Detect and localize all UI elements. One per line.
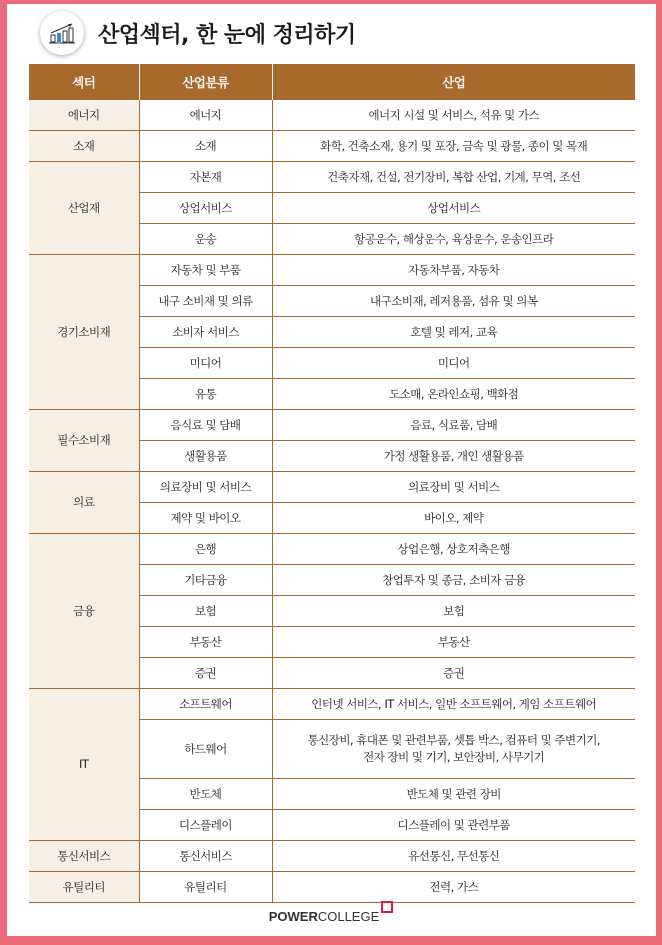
- industry-cell: 에너지 시설 및 서비스, 석유 및 가스: [272, 100, 635, 131]
- classification-cell: 증권: [139, 658, 272, 689]
- classification-cell: 에너지: [139, 100, 272, 131]
- table-row: [29, 689, 635, 720]
- industry-line-1: 통신장비, 휴대폰 및 관련부품, 셋톱 박스, 컴퓨터 및 주변기기,: [307, 733, 600, 747]
- industry-cell: 증권: [272, 658, 635, 689]
- classification-cell: 유틸리티: [139, 872, 272, 903]
- industry-cell: 전력, 가스: [272, 872, 635, 903]
- classification-cell: 미디어: [139, 348, 272, 379]
- classification-cell: 자동차 및 부품: [139, 255, 272, 286]
- classification-cell: 부동산: [139, 627, 272, 658]
- sector-cell: 에너지: [29, 100, 139, 131]
- classification-cell: 보험: [139, 596, 272, 627]
- sector-cell: IT: [29, 689, 139, 841]
- industry-cell: [272, 720, 635, 779]
- industry-cell: 인터넷 서비스, IT 서비스, 일반 소프트웨어, 게임 소프트웨어: [272, 689, 635, 720]
- industry-cell: 음료, 식료품, 담배: [272, 410, 635, 441]
- industry-cell: 도소매, 온라인쇼핑, 백화점: [272, 379, 635, 410]
- growth-chart-icon: [40, 11, 84, 55]
- classification-cell: 반도체: [139, 779, 272, 810]
- column-header-industry: 산업: [272, 64, 635, 100]
- industry-cell: 화학, 건축소재, 용기 및 포장, 금속 및 광물, 종이 및 목재: [272, 131, 635, 162]
- classification-cell: 제약 및 바이오: [139, 503, 272, 534]
- sector-table: [29, 64, 635, 903]
- column-header-sector: 섹터: [29, 64, 139, 100]
- classification-cell: 소비자 서비스: [139, 317, 272, 348]
- table-row: [29, 100, 635, 131]
- industry-cell: 항공운수, 해상운수, 육상운수, 운송인프라: [272, 224, 635, 255]
- industry-cell: 부동산: [272, 627, 635, 658]
- sector-cell: 소재: [29, 131, 139, 162]
- industry-cell: 상업은행, 상호저축은행: [272, 534, 635, 565]
- industry-cell: 호텔 및 레저, 교육: [272, 317, 635, 348]
- industry-cell: 의료장비 및 서비스: [272, 472, 635, 503]
- classification-cell: 유통: [139, 379, 272, 410]
- table-row: [29, 872, 635, 903]
- classification-cell: 하드웨어: [139, 720, 272, 779]
- brand-power: POWER: [268, 909, 318, 924]
- classification-cell: 생활용품: [139, 441, 272, 472]
- industry-line-2: 전자 장비 및 기기, 보안장비, 사무기기: [363, 750, 545, 764]
- sector-cell: 유틸리티: [29, 872, 139, 903]
- industry-cell: 유선통신, 무선통신: [272, 841, 635, 872]
- table-row: [29, 131, 635, 162]
- sector-cell: 경기소비재: [29, 255, 139, 410]
- brand-college: COLLEGE: [317, 909, 380, 924]
- table-row: [29, 472, 635, 503]
- page-title: 산업섹터, 한 눈에 정리하기: [98, 22, 356, 48]
- classification-cell: 통신서비스: [139, 841, 272, 872]
- sector-cell: 통신서비스: [29, 841, 139, 872]
- classification-cell: 은행: [139, 534, 272, 565]
- industry-cell: 내구소비재, 레저용품, 섬유 및 의복: [272, 286, 635, 317]
- classification-cell: 디스플레이: [139, 810, 272, 841]
- table-row: [29, 841, 635, 872]
- industry-cell: 상업서비스: [272, 193, 635, 224]
- brand-flag-icon: [381, 901, 393, 913]
- classification-cell: 음식료 및 담배: [139, 410, 272, 441]
- industry-cell: 건축자재, 건설, 전기장비, 복합 산업, 기계, 무역, 조선: [272, 162, 635, 193]
- brand-logo: [269, 909, 394, 924]
- industry-cell: 반도체 및 관련 장비: [272, 779, 635, 810]
- table-row: [29, 410, 635, 441]
- page-header: [40, 10, 356, 56]
- classification-cell: 운송: [139, 224, 272, 255]
- table-row: [29, 162, 635, 193]
- industry-cell: 디스플레이 및 관련부품: [272, 810, 635, 841]
- industry-cell: 가정 생활용품, 개인 생활용품: [272, 441, 635, 472]
- industry-cell: 창업투자 및 종금, 소비자 금융: [272, 565, 635, 596]
- sector-cell: 의료: [29, 472, 139, 534]
- classification-cell: 기타금융: [139, 565, 272, 596]
- classification-cell: 상업서비스: [139, 193, 272, 224]
- industry-cell: 자동차부품, 자동차: [272, 255, 635, 286]
- sector-cell: 금융: [29, 534, 139, 689]
- classification-cell: 의료장비 및 서비스: [139, 472, 272, 503]
- sector-cell: 필수소비재: [29, 410, 139, 472]
- classification-cell: 자본재: [139, 162, 272, 193]
- table-row: [29, 534, 635, 565]
- classification-cell: 소프트웨어: [139, 689, 272, 720]
- industry-cell: 보험: [272, 596, 635, 627]
- classification-cell: 내구 소비재 및 의류: [139, 286, 272, 317]
- table-row: [29, 255, 635, 286]
- sector-cell: 산업재: [29, 162, 139, 255]
- table-header-row: [29, 64, 635, 100]
- classification-cell: 소재: [139, 131, 272, 162]
- column-header-classification: 산업분류: [139, 64, 272, 100]
- industry-cell: 미디어: [272, 348, 635, 379]
- footer: [0, 906, 662, 925]
- industry-cell: 바이오, 제약: [272, 503, 635, 534]
